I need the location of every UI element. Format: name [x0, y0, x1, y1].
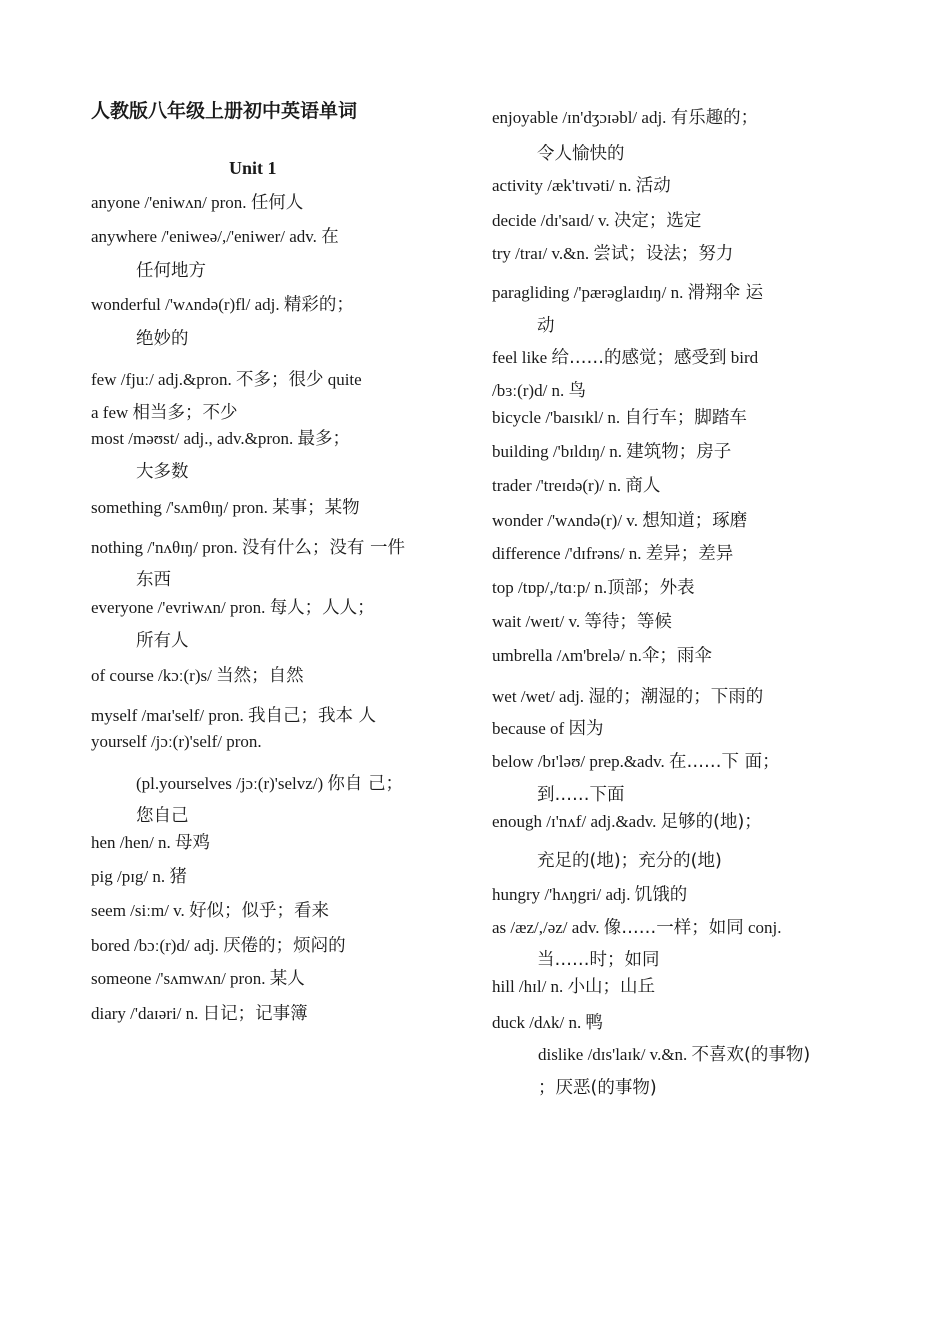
vocab-entry: dislike /dɪs'laɪk/ v.&n. 不喜欢(的事物) — [538, 1045, 811, 1065]
vocab-continuation: 绝妙的 — [136, 329, 189, 349]
vocab-entry: as /æz/,/əz/ adv. 像……一样；如同 conj. — [492, 918, 782, 938]
vocab-continuation: 任何地方 — [136, 261, 206, 281]
vocab-entry: (pl.yourselves /jɔː(r)'selvz/) 你自 己； — [136, 774, 403, 794]
vocab-entry: building /'bɪldɪŋ/ n. 建筑物；房子 — [492, 442, 732, 462]
vocab-entry: myself /maɪ'self/ pron. 我自己；我本 人 — [91, 706, 377, 726]
vocab-entry: hungry /'hʌŋgri/ adj. 饥饿的 — [492, 885, 688, 905]
vocab-entry: wonder /'wʌndə(r)/ v. 想知道；琢磨 — [492, 511, 748, 531]
vocab-entry: wonderful /'wʌndə(r)fl/ adj. 精彩的； — [91, 295, 354, 315]
vocab-entry: wait /weɪt/ v. 等待；等候 — [492, 612, 672, 632]
vocab-continuation: 充足的(地)；充分的(地) — [537, 851, 722, 871]
vocab-entry: below /bɪ'ləʊ/ prep.&adv. 在……下 面； — [492, 752, 780, 772]
vocab-entry: anyone /'eniwʌn/ pron. 任何人 — [91, 193, 304, 213]
vocab-continuation: 令人愉快的 — [537, 144, 625, 164]
vocab-entry: bored /bɔː(r)d/ adj. 厌倦的；烦闷的 — [91, 936, 346, 956]
vocab-continuation: 动 — [537, 316, 555, 336]
vocab-entry: duck /dʌk/ n. 鸭 — [492, 1013, 603, 1033]
vocab-continuation: 当……时；如同 — [537, 950, 660, 970]
vocab-entry: most /məʊst/ adj., adv.&pron. 最多； — [91, 429, 351, 449]
vocab-continuation: 到……下面 — [537, 785, 625, 805]
vocab-continuation: ；厌恶(的事物) — [538, 1078, 657, 1098]
vocab-entry: difference /'dɪfrəns/ n. 差异；差异 — [492, 544, 734, 564]
vocab-entry: someone /'sʌmwʌn/ pron. 某人 — [91, 969, 305, 989]
vocab-entry: nothing /'nʌθɪŋ/ pron. 没有什么；没有 一件 — [91, 538, 405, 558]
vocab-entry: bicycle /'baɪsɪkl/ n. 自行车；脚踏车 — [492, 408, 747, 428]
unit-heading: Unit 1 — [229, 158, 277, 178]
vocab-entry: hill /hɪl/ n. 小山；山丘 — [492, 977, 656, 997]
vocab-entry: because of 因为 — [492, 719, 604, 739]
vocab-entry: feel like 给……的感觉；感受到 bird — [492, 348, 759, 368]
vocab-entry: something /'sʌmθɪŋ/ pron. 某事；某物 — [91, 498, 360, 518]
vocab-entry: /bɜː(r)d/ n. 鸟 — [492, 381, 587, 401]
vocab-entry: trader /'treɪdə(r)/ n. 商人 — [492, 476, 661, 496]
vocab-entry: everyone /'evriwʌn/ pron. 每人；人人； — [91, 598, 375, 618]
vocab-continuation: 大多数 — [136, 462, 189, 482]
vocab-entry: enough /ɪ'nʌf/ adj.&adv. 足够的(地)； — [492, 812, 762, 832]
vocab-entry: wet /wet/ adj. 湿的；潮湿的；下雨的 — [492, 687, 764, 707]
vocab-continuation: 东西 — [136, 570, 171, 590]
vocab-entry: enjoyable /ɪn'dʒɔɪəbl/ adj. 有乐趣的； — [492, 108, 759, 128]
vocab-entry: try /traɪ/ v.&n. 尝试；设法；努力 — [492, 244, 734, 264]
vocab-continuation: 所有人 — [136, 631, 189, 651]
vocab-continuation: 您自己 — [136, 806, 189, 826]
vocab-entry: hen /hen/ n. 母鸡 — [91, 833, 211, 853]
vocab-entry: activity /æk'tɪvəti/ n. 活动 — [492, 176, 671, 196]
page-title: 人教版八年级上册初中英语单词 — [91, 100, 358, 122]
vocab-entry: pig /pɪg/ n. 猪 — [91, 867, 187, 887]
vocab-entry: of course /kɔː(r)s/ 当然；自然 — [91, 666, 304, 686]
vocab-entry: diary /'daɪəri/ n. 日记；记事簿 — [91, 1004, 308, 1024]
vocab-entry: top /tɒp/,/tɑːp/ n.顶部；外表 — [492, 578, 695, 598]
vocab-entry: a few 相当多；不少 — [91, 403, 238, 423]
vocab-entry: seem /siːm/ v. 好似；似乎；看来 — [91, 901, 330, 921]
vocab-entry: few /fjuː/ adj.&pron. 不多；很少 quite — [91, 370, 362, 390]
vocab-entry: umbrella /ʌm'brelə/ n.伞；雨伞 — [492, 646, 712, 666]
vocab-entry: anywhere /'eniweə/,/'eniwer/ adv. 在 — [91, 227, 339, 247]
vocab-entry: decide /dɪ'saɪd/ v. 决定；选定 — [492, 211, 702, 231]
vocab-entry: paragliding /'pærəglaɪdɪŋ/ n. 滑翔伞 运 — [492, 283, 764, 303]
vocab-entry: yourself /jɔː(r)'self/ pron. — [91, 732, 262, 751]
